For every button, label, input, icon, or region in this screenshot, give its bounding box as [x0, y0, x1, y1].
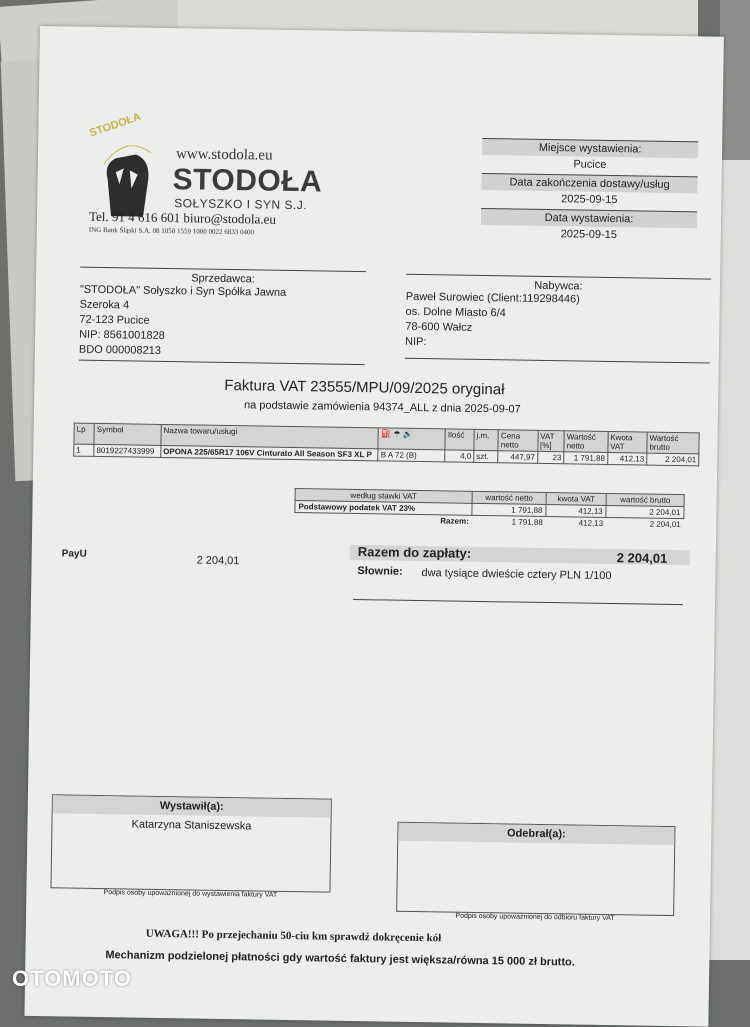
column-header: Ilość: [445, 429, 474, 450]
buyer-line: Paweł Surowiec (Client:119298446): [405, 290, 580, 306]
invoice-order-reference: na podstawie zamówienia 94374_ALL z dnia 2025-09-07: [243, 399, 521, 416]
table-cell: 8019227433999: [94, 444, 161, 457]
table-cell: 1 791,88: [564, 452, 608, 465]
total-value: 2 204,01: [616, 550, 668, 566]
table-cell: 447,97: [498, 451, 537, 464]
invoice-page: [24, 26, 723, 1027]
column-header: Lp: [74, 423, 94, 444]
split-payment-note: Mechanizm podzielonej płatności gdy wartość faktury jest większa/równa 15 000 zł brutto.: [105, 949, 575, 969]
table-cell: 412,13: [578, 518, 604, 528]
table-cell: Podstawowy podatek VAT 23%: [295, 501, 472, 516]
seller-line: BDO 000008213: [78, 343, 161, 357]
wet-grip-icon: ☂: [393, 429, 401, 439]
issuer-signature-box: [50, 794, 331, 892]
table-cell: 2 204,01: [649, 519, 681, 530]
company-contact: Tel. 91 4 616 601 biuro@stodola.eu: [88, 208, 277, 227]
column-header: Nazwa towaru/usługi: [161, 424, 379, 448]
seller-heading: Sprzedawca:: [191, 272, 255, 286]
receiver-signature-box: [396, 822, 675, 916]
issue-place-label: Miejsce wystawienia:: [482, 138, 698, 158]
column-header: j.m.: [474, 429, 499, 450]
issuer-name: Katarzyna Staniszewska: [131, 818, 252, 833]
table-cell: 412,13: [607, 452, 646, 465]
seller-line: 72-123 Pucice: [79, 313, 150, 327]
table-cell: szt.: [474, 450, 499, 462]
eu-tyre-label-icons: [378, 428, 445, 450]
divider: [405, 358, 710, 364]
issue-date-value: 2025-09-15: [560, 228, 618, 242]
column-header: Kwota VAT: [608, 431, 648, 453]
issue-date-label: Data wystawienia:: [481, 208, 697, 228]
issue-info-box: [481, 138, 699, 246]
issuer-signature-section: [50, 794, 332, 899]
table-cell: 2 204,01: [647, 453, 699, 466]
receiver-signature-note: Podpis osoby upoważnionej do odbioru faktury VAT: [455, 912, 615, 923]
vat-summary-table: [294, 488, 685, 530]
table-cell: 23: [537, 451, 564, 463]
table-cell: 1 791,88: [511, 517, 543, 527]
issuer-signature-note: Podpis osoby upoważnionej do wystawienia faktury VAT: [103, 889, 278, 899]
table-cell: Razem:: [440, 516, 469, 526]
invoice-title: Faktura VAT 23555/MPU/09/2025 oryginał: [224, 376, 505, 399]
column-header: VAT [%]: [537, 430, 564, 451]
buyer-line: 78-600 Wałcz: [405, 320, 473, 334]
company-brand-subtitle: SOŁYSZKO I SYN S.J.: [174, 196, 308, 213]
payment-amount: 2 204,01: [196, 554, 240, 568]
column-header: Cena netto: [498, 430, 538, 452]
receiver-label: Odebrał(a):: [398, 823, 674, 845]
seller-section: [79, 267, 366, 365]
buyer-heading: Nabywca:: [534, 279, 583, 293]
receiver-signature-section: [396, 822, 675, 923]
table-cell: B A 72 (B): [378, 449, 445, 462]
total-label: Razem do zapłaty:: [357, 544, 472, 561]
issuer-label: Wystawił(a):: [53, 795, 331, 817]
logo-arc-text: STODOŁA: [87, 110, 143, 140]
delivery-date-label: Data zakończenia dostawy/usług: [481, 173, 697, 193]
noise-icon: 🔊: [402, 429, 413, 439]
items-table: [73, 423, 699, 467]
table-cell: 1: [74, 444, 94, 456]
buyer-section: [405, 274, 711, 364]
amount-in-words-label: Słownie:: [357, 565, 403, 578]
table-cell: 2 204,01: [606, 505, 684, 518]
table-cell: 1 791,88: [472, 503, 546, 516]
table-cell: OPONA 225/65R17 106V Cinturato All Season SF3 XL P: [161, 445, 379, 460]
divider: [353, 599, 683, 605]
column-header: Symbol: [94, 423, 161, 445]
buyer-line: os. Dolne Miasto 6/4: [405, 305, 506, 320]
column-header: wartość netto: [472, 491, 546, 504]
table-cell: 412,13: [546, 505, 607, 518]
website-link[interactable]: www.stodola.eu: [175, 146, 273, 164]
amount-in-words-value: dwa tysiące dwieście cztery PLN 1/100: [421, 567, 612, 583]
column-header: wartość brutto: [606, 493, 684, 506]
company-brand-name: STODOŁA: [172, 163, 323, 199]
table-cell: 4,0: [445, 450, 474, 462]
warning-note: UWAGA!!! Po przejechaniu 50-ciu km sprawdź dokręcenie kół: [145, 927, 442, 945]
seller-line: "STODOŁA" Sołyszko i Syn Spółka Jawna: [79, 283, 287, 299]
delivery-date-value: 2025-09-15: [561, 193, 618, 207]
otomoto-watermark: OTOMOTO: [12, 966, 132, 991]
payment-method: PayU: [61, 548, 87, 560]
column-header: Wartość netto: [564, 431, 608, 453]
buyer-line: NIP:: [404, 335, 427, 349]
seller-line: NIP: 8561001828: [79, 328, 165, 342]
column-header: Wartość brutto: [647, 432, 699, 454]
fuel-efficiency-icon: ⛽: [380, 429, 392, 439]
column-header: według stawki VAT: [295, 489, 472, 504]
column-header: kwota VAT: [546, 493, 607, 506]
issue-place-value: Pucice: [573, 158, 607, 171]
seller-line: Szeroka 4: [79, 298, 130, 312]
company-bank-account: ING Bank Śląski S.A. 08 1050 1559 1000 0022 6833 0400: [88, 225, 255, 237]
